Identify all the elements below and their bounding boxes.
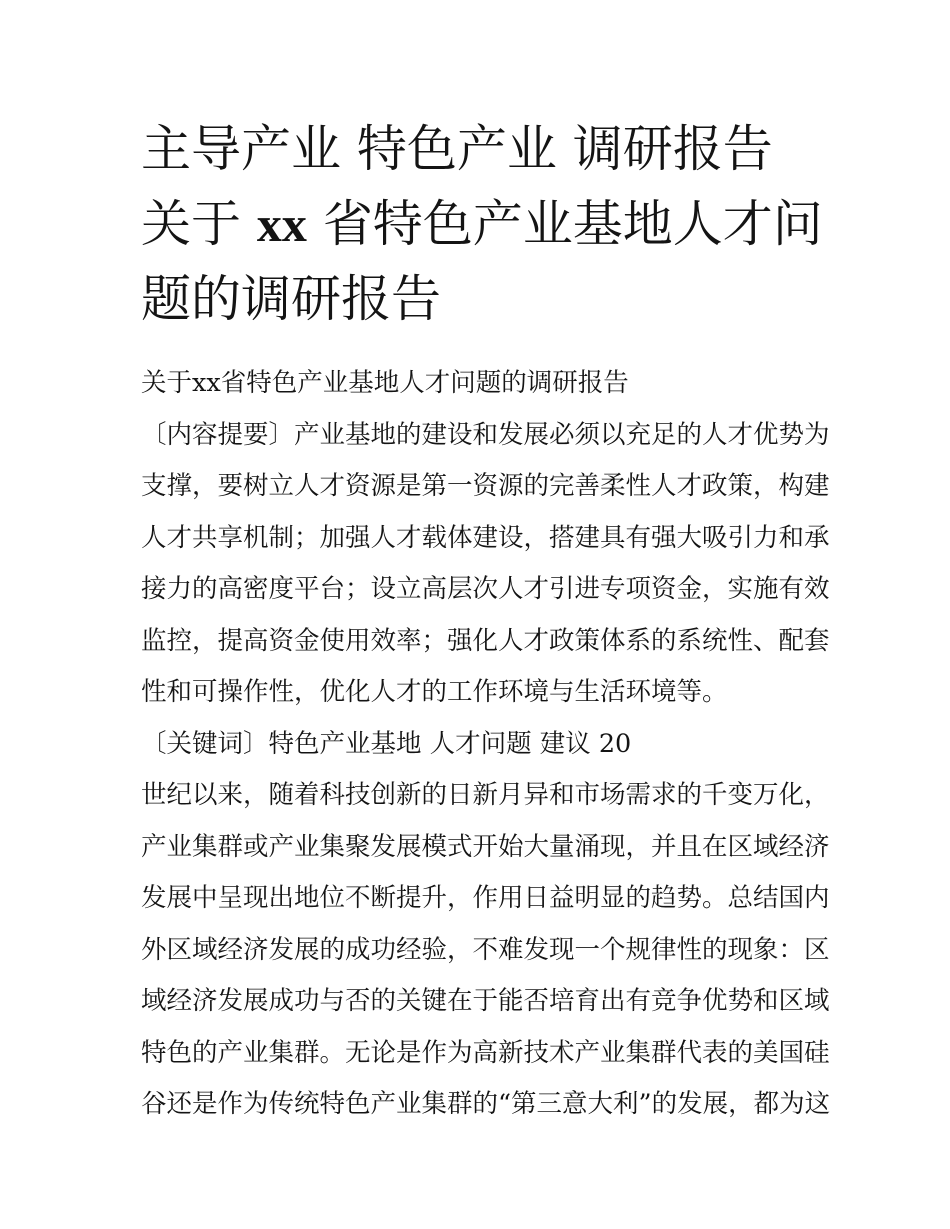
title-line-2-prefix: 关于	[141, 195, 241, 253]
body-line: 域经济发展成功与否的关键在于能否培育出有竞争优势和区域	[141, 986, 830, 1016]
body-line: 发展中呈现出地位不断提升，作用日益明显的趋势。总结国内	[141, 883, 830, 913]
document-title	[141, 112, 821, 337]
body-line: 产业集群或产业集聚发展模式开始大量涌现，并且在区域经济	[141, 831, 830, 862]
title-line-3: 题的调研报告	[141, 270, 441, 328]
body-line: 谷还是作为传统特色产业集群的“第三意大利”的发展，都为这	[141, 1089, 831, 1119]
body-line: 人才共享机制；加强人才载体建设，搭建具有强大吸引力和承	[141, 522, 830, 553]
body-line: 〔内容提要〕产业基地的建设和发展必须以充足的人才优势为	[141, 419, 830, 450]
body-line: 特色的产业集群。无论是作为高新技术产业集群代表的美国硅	[141, 1037, 830, 1068]
body-line: 性和可操作性，优化人才的工作环境与生活环境等。	[141, 677, 728, 707]
body-line: 监控，提高资金使用效率；强化人才政策体系的系统性、配套	[141, 625, 830, 656]
body-line: 〔关键词〕特色产业基地 人才问题 建议 20	[141, 728, 632, 759]
body-line: 外区域经济发展的成功经验，不难发现一个规律性的现象：区	[141, 934, 830, 965]
title-line-2-xx: xx	[256, 196, 307, 252]
body-line: 支撑，要树立人才资源是第一资源的完善柔性人才政策，构建	[141, 471, 830, 501]
title-line-2	[141, 187, 821, 262]
body-line: 世纪以来，随着科技创新的日新月异和市场需求的千变万化，	[141, 780, 830, 810]
body-line: 关于xx省特色产业基地人才问题的调研报告	[141, 368, 629, 398]
title-line-2-suffix: 省特色产业基地人才问	[322, 195, 823, 253]
body-line: 接力的高密度平台；设立高层次人才引进专项资金，实施有效	[141, 574, 830, 604]
document-body	[141, 358, 831, 1131]
title-line-1: 主导产业 特色产业 调研报告	[141, 120, 773, 178]
